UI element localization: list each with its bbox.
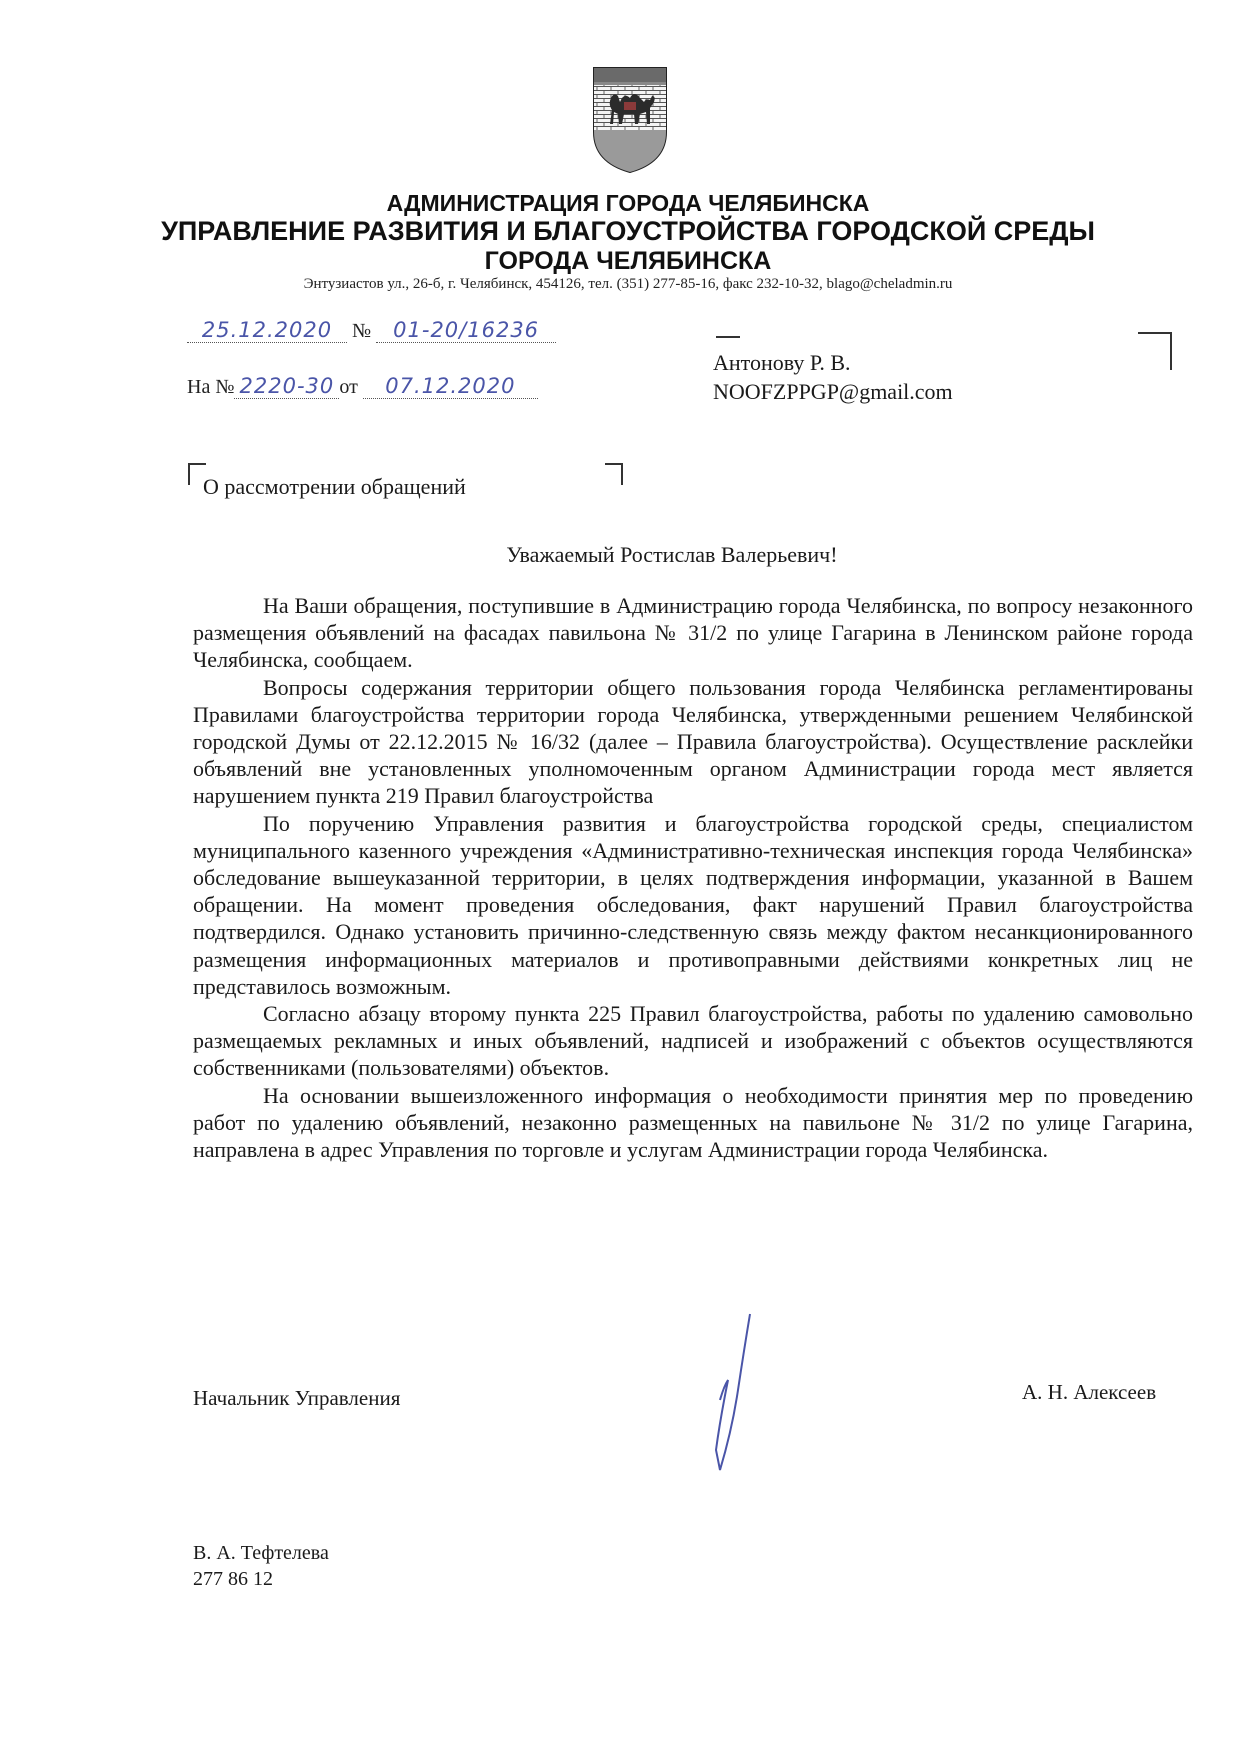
paragraph-2: Вопросы содержания территории общего пользования города Челябинска регламентированы Правилами благоустройства территории города Челябинска, утвержденными решением Челябинской городской Думы от 22.12.2015 № 16/32 (далее – Правила благоустройства). Осуществление расклейки объявлений вне установленных уполномоченным органом Администрации города мест является нарушением пункта 219 Правил благоустройства (193, 674, 1193, 809)
header-city: ГОРОДА ЧЕЛЯБИНСКА (484, 247, 772, 275)
in-reply-date: 07.12.2020 (363, 374, 538, 399)
paragraph-3: По поручению Управления развития и благоустройства городской среды, специалистом муниципального казенного учреждения «Административно-техническая инспекция города Челябинска» обследование вышеуказанной территории, в целях подтверждения информации, указанной в Вашем обращении. На момент проведения обследования, факт нарушений Правил благоустройства подтвердился. Однако установить причинно-следственную связь между фактом несанкционированного размещения информационных материалов и противоправными действиями конкретных лиц не представилось возможным. (193, 810, 1193, 999)
incoming-registration (187, 374, 538, 399)
signatory-name: А. Н. Алексеев (1022, 1380, 1157, 1404)
greeting: Уважаемый Ростислав Валерьевич! (506, 542, 838, 567)
addressee-corner-right (1138, 332, 1172, 370)
addressee-email: NOOFZPPGP@gmail.com (713, 379, 953, 404)
addressee-corner-left (716, 336, 740, 338)
header-administration: АДМИНИСТРАЦИЯ ГОРОДА ЧЕЛЯБИНСКА (386, 190, 870, 216)
in-reply-label: На № (187, 376, 235, 398)
executor-name: В. А. Тефтелева (193, 1542, 329, 1564)
outgoing-registration (187, 318, 556, 343)
subject-line: О рассмотрении обращений (203, 474, 466, 499)
outgoing-number: 01-20/16236 (376, 318, 556, 343)
from-label: от (339, 376, 358, 398)
addressee-name: Антонову Р. В. (713, 350, 851, 375)
executor-phone: 277 86 12 (193, 1568, 273, 1590)
outgoing-date: 25.12.2020 (187, 318, 347, 343)
handwritten-signature (680, 1310, 780, 1480)
coat-of-arms-icon (590, 62, 670, 174)
header-address: Энтузиастов ул., 26-б, г. Челябинск, 454126, тел. (351) 277-85-16, факс 232-10-32, blago@cheladmin.ru (303, 276, 953, 292)
number-label: № (352, 320, 372, 342)
executor-block (193, 1540, 329, 1592)
in-reply-number: 2220-30 (234, 374, 339, 399)
signature-position: Начальник Управления (193, 1386, 401, 1410)
paragraph-5: На основании вышеизложенного информация о необходимости принятия мер по проведению работ по удалению объявлений, незаконно размещенных на павильоне № 31/2 по улице Гагарина, направлена в адрес Управления по торговле и услугам Администрации города Челябинска. (193, 1082, 1193, 1163)
letter-body (193, 592, 1193, 1163)
paragraph-1: На Ваши обращения, поступившие в Администрацию города Челябинска, по вопросу незаконного размещения объявлений на фасадах павильона № 31/2 по улице Гагарина в Ленинском районе города Челябинска, сообщаем. (193, 593, 1193, 673)
subject-corner-right (605, 463, 623, 485)
header-department: УПРАВЛЕНИЕ РАЗВИТИЯ И БЛАГОУСТРОЙСТВА ГОРОДСКОЙ СРЕДЫ (161, 216, 1095, 246)
paragraph-4: Согласно абзацу второму пункта 225 Правил благоустройства, работы по удалению самовольно размещаемых рекламных и иных объявлений, надписей и изображений с объектов осуществляются собственниками (пользователями) объектов. (193, 1001, 1193, 1081)
addressee-block (713, 348, 953, 406)
